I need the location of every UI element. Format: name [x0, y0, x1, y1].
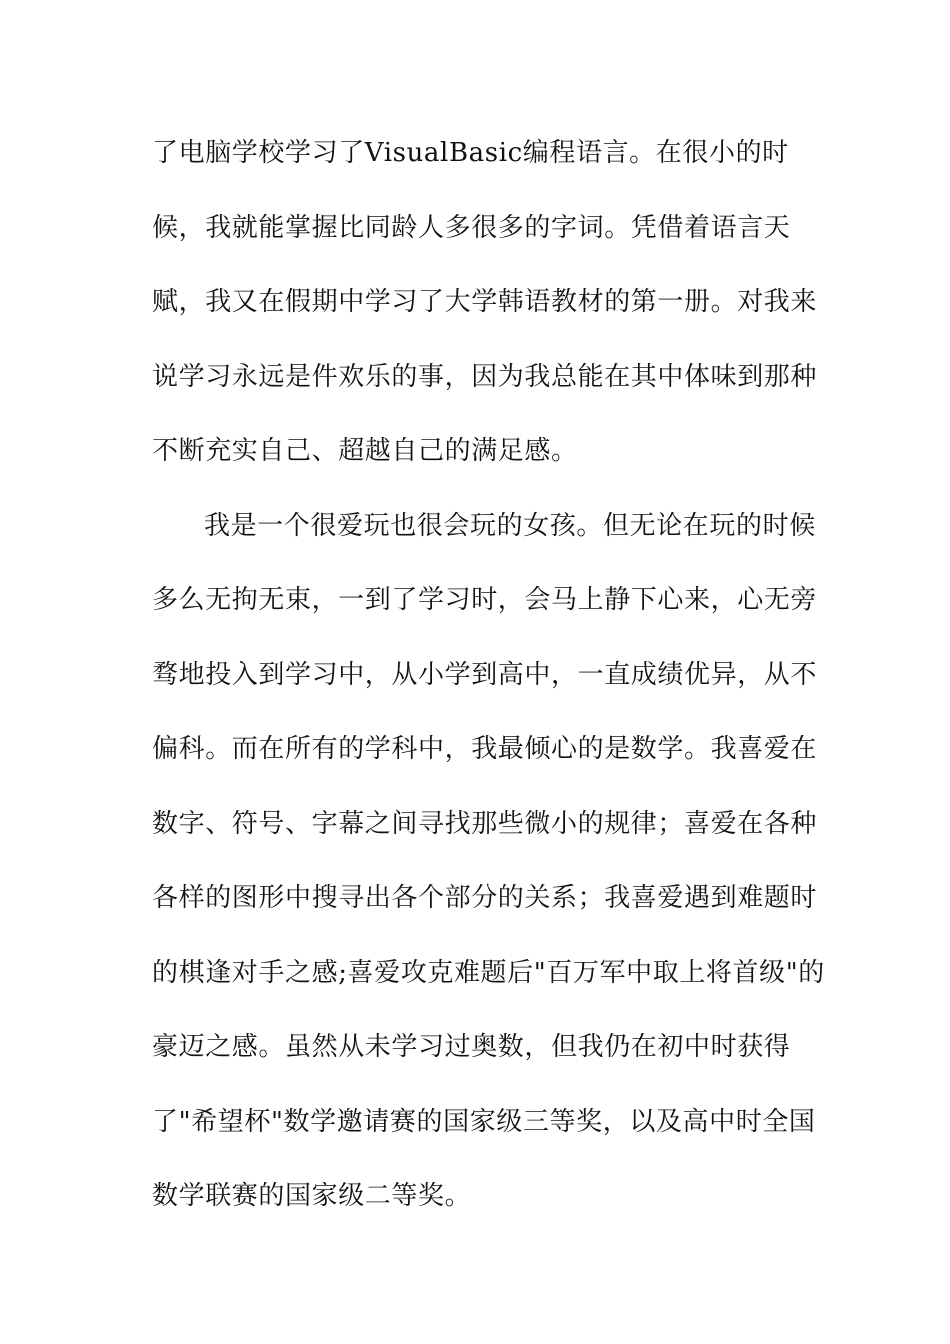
text-line: 各样的图形中搜寻出各个部分的关系；我喜爱遇到难题时	[152, 883, 818, 913]
text-line: 骛地投入到学习中，从小学到高中，一直成绩优异，从不	[152, 659, 818, 690]
text-line: 偏科。而在所有的学科中，我最倾心的是数学。我喜爱在	[152, 734, 818, 764]
text-line: 说学习永远是件欢乐的事，因为我总能在其中体味到那种	[152, 361, 818, 392]
text-line: 的棋逢对手之感;喜爱攻克难题后"百万军中取上将首级"的	[152, 957, 825, 988]
body-text	[152, 132, 825, 1250]
text-line: 多么无拘无束，一到了学习时，会马上静下心来，心无旁	[152, 585, 818, 615]
text-line: 数学联赛的国家级二等奖。	[152, 1181, 472, 1211]
text-line: 不断充实自己、超越自己的满足感。	[152, 436, 578, 466]
text-line: 赋，我又在假期中学习了大学韩语教材的第一册。对我来	[152, 287, 818, 317]
text-line: 了电脑学校学习了VisualBasic编程语言。在很小的时	[152, 138, 789, 168]
text-line: 数字、符号、字幕之间寻找那些微小的规律；喜爱在各种	[152, 808, 818, 839]
text-line: 了"希望杯"数学邀请赛的国家级三等奖，以及高中时全国	[152, 1106, 816, 1137]
text-line-indented: 我是一个很爱玩也很会玩的女孩。但无论在玩的时候	[204, 510, 816, 541]
paragraph-1	[152, 132, 818, 505]
paragraph-2	[152, 505, 825, 1250]
text-line: 豪迈之感。虽然从未学习过奥数，但我仍在初中时获得	[152, 1032, 791, 1062]
text-line: 候，我就能掌握比同龄人多很多的字词。凭借着语言天	[152, 212, 791, 243]
